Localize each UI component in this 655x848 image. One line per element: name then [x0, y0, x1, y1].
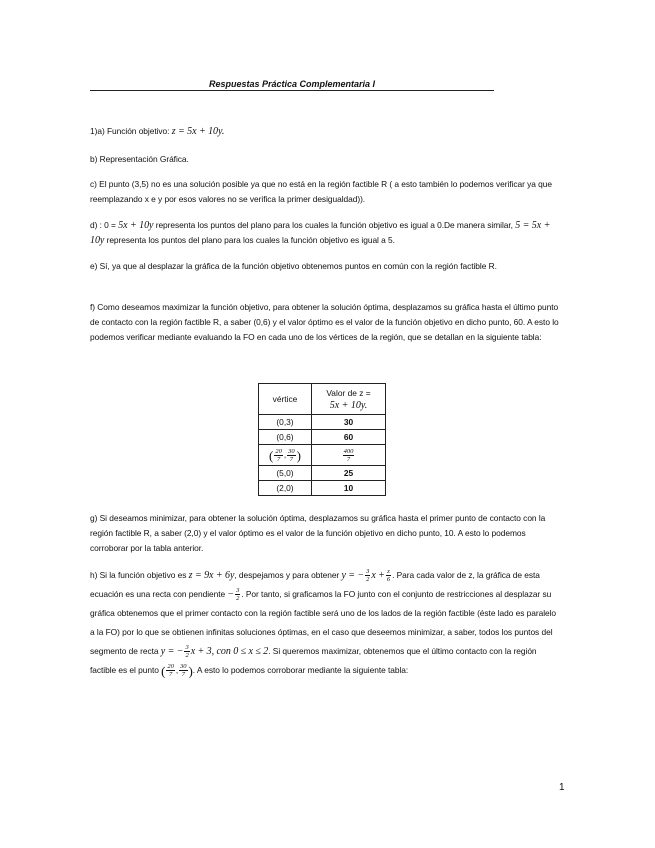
frac-den: 7	[346, 455, 351, 463]
table-header-row	[259, 384, 386, 415]
answer-1e: e) Sí, ya que al desplazar la gráfica de la función objetivo obtenemos puntos en común con la región factible R.	[90, 261, 497, 271]
frac-num: 3	[366, 568, 370, 576]
answer-1a-text: 1)a) Función objetivo:	[90, 126, 172, 136]
answer-1d-c: representa los puntos del plano para los cuales la función objetivo es igual a 5.	[104, 235, 395, 246]
frac-num: 3	[236, 587, 240, 595]
vertex-open-paren: (	[268, 447, 274, 463]
answer-1h-e: . Si queremos maximizar, obtenemos que el último contacto con la región factible es el punto	[90, 646, 537, 675]
answer-1f: f) Como deseamos maximizar la función objetivo, para obtener la solución óptima, desplazamos su gráfica hasta el último punto de contacto con la región factible R, a saber (0,6) y el valor óptimo es el valor de la función objetivo en dicho punto, 60. A esto lo podemos verificar mediante evaluando la FO en cada uno de los vértices de la región, que se detallan en la siguiente tabla:	[90, 302, 559, 343]
frac-num: 30	[288, 447, 295, 455]
table-cell-vertex: (2,0)	[259, 481, 312, 496]
table-cell-value: 25	[312, 466, 386, 481]
answer-1h-m1: z = 9x + 6y	[188, 570, 235, 581]
frac-den: 7	[289, 455, 294, 463]
frac-den: 7	[169, 671, 173, 679]
vertex-y-fraction	[287, 448, 296, 463]
table-cell-vertex: (0,6)	[259, 430, 312, 445]
answer-1d-m1: 5x + 10y	[118, 220, 154, 231]
frac-num: 20	[275, 447, 282, 455]
vertex-comma: ,	[283, 449, 287, 460]
answer-1h	[90, 566, 560, 680]
point-y-fraction	[179, 663, 187, 678]
answer-1h-a: h) Si la función objetivo es	[90, 570, 189, 580]
frac-den: 2	[236, 595, 240, 603]
answer-1h-f: . A esto lo podemos corroborar mediante la siguiente tabla:	[192, 665, 409, 675]
table-header-value	[312, 384, 386, 415]
table-cell-value: 10	[312, 481, 386, 496]
frac-z-6	[386, 568, 391, 583]
table-cell-vertex: (5,0)	[259, 466, 312, 481]
table-row	[259, 466, 386, 481]
page-number: 1	[559, 782, 565, 793]
point-comma: ,	[175, 665, 179, 675]
answer-1d-b: representa los puntos del plano para los cuales la función objetivo es igual a 0.De manera similar,	[153, 220, 516, 230]
frac-num: 400	[343, 447, 354, 455]
frac-3-2	[235, 587, 240, 602]
answer-1d-a: d) : 0 =	[90, 220, 119, 230]
table-row	[259, 481, 386, 496]
answer-1h-m2a: y = −	[341, 570, 365, 581]
frac-3-2	[184, 644, 189, 659]
answer-1h-m4a: y = −	[160, 646, 184, 657]
table-header-vertex: vértice	[259, 384, 312, 415]
point-open-paren: (	[161, 663, 166, 679]
answer-1h-m3: −	[227, 589, 235, 600]
table-cell-value: 30	[312, 415, 386, 430]
point-close-paren: )	[188, 663, 193, 679]
answer-1h-m4b: x + 3, con 0 ≤ x ≤ 2	[190, 646, 269, 657]
page-header: Respuestas Práctica Complementaria I	[90, 79, 494, 91]
frac-den: 2	[185, 652, 189, 660]
vertex-table-1	[258, 383, 386, 496]
answer-1d-m2: 5 = 5x + 10y	[90, 220, 551, 247]
frac-den: 7	[276, 455, 281, 463]
frac-den: 7	[181, 671, 185, 679]
answer-1c: c) El punto (3,5) no es una solución posible ya que no está en la región factible R ( a esto también lo podemos verificar ya que reemplazando x e y por esos valores no se verifica la primer desigualdad)).	[90, 179, 552, 205]
answer-1a	[90, 124, 560, 139]
answer-1h-d: . Por tanto, si graficamos la FO junto con el conjunto de restricciones al desplazar su gráfica obtenemos que el primer contacto con la región factible será uno de los lados de la región factible (éste lado es paralelo a la FO) por lo que se obtienen infinitas soluciones óptimas, en el caso que deseemos minimizar, a saber, todos los puntos del segmento de recta	[90, 589, 557, 656]
table-row	[259, 445, 386, 466]
vertex-close-paren: )	[296, 447, 301, 463]
answer-1g: g) Si deseamos minimizar, para obtener la solución óptima, desplazamos su gráfica hasta el primer punto de contacto con la región factible R, a saber (2,0) y el valor óptimo es el valor de la función objetivo en dicho punto, 10. A esto lo podemos corroborar por la tabla anterior.	[90, 513, 546, 554]
value-fraction	[343, 448, 355, 463]
frac-num: 3	[185, 644, 189, 652]
answer-1a-math: z = 5x + 10y.	[171, 126, 225, 137]
answer-1b: b) Representación Gráfica.	[90, 154, 189, 164]
answer-1d	[90, 218, 560, 248]
vertex-x-fraction	[274, 448, 283, 463]
frac-3-2	[365, 568, 370, 583]
frac-num: z	[387, 568, 390, 576]
table-cell-value: 60	[312, 430, 386, 445]
frac-num: 30	[180, 663, 187, 671]
table-header-value-label: Valor de z =	[326, 387, 371, 398]
frac-den: 2	[366, 576, 370, 584]
answer-1h-c: . Para cada valor de z, la gráfica de esta ecuación es una recta con pendiente	[90, 570, 540, 599]
frac-num: 20	[167, 663, 174, 671]
frac-den: 6	[386, 576, 391, 584]
table-row	[259, 430, 386, 445]
table-cell-vertex	[259, 445, 312, 466]
answer-1h-m2b: x +	[371, 570, 385, 581]
table-cell-value	[312, 445, 386, 466]
table-header-value-expr: 5x + 10y.	[329, 399, 368, 411]
table-cell-vertex: (0,3)	[259, 415, 312, 430]
point-x-fraction	[166, 663, 174, 678]
table-row	[259, 415, 386, 430]
answer-1h-b: , despejamos y para obtener	[234, 570, 342, 580]
